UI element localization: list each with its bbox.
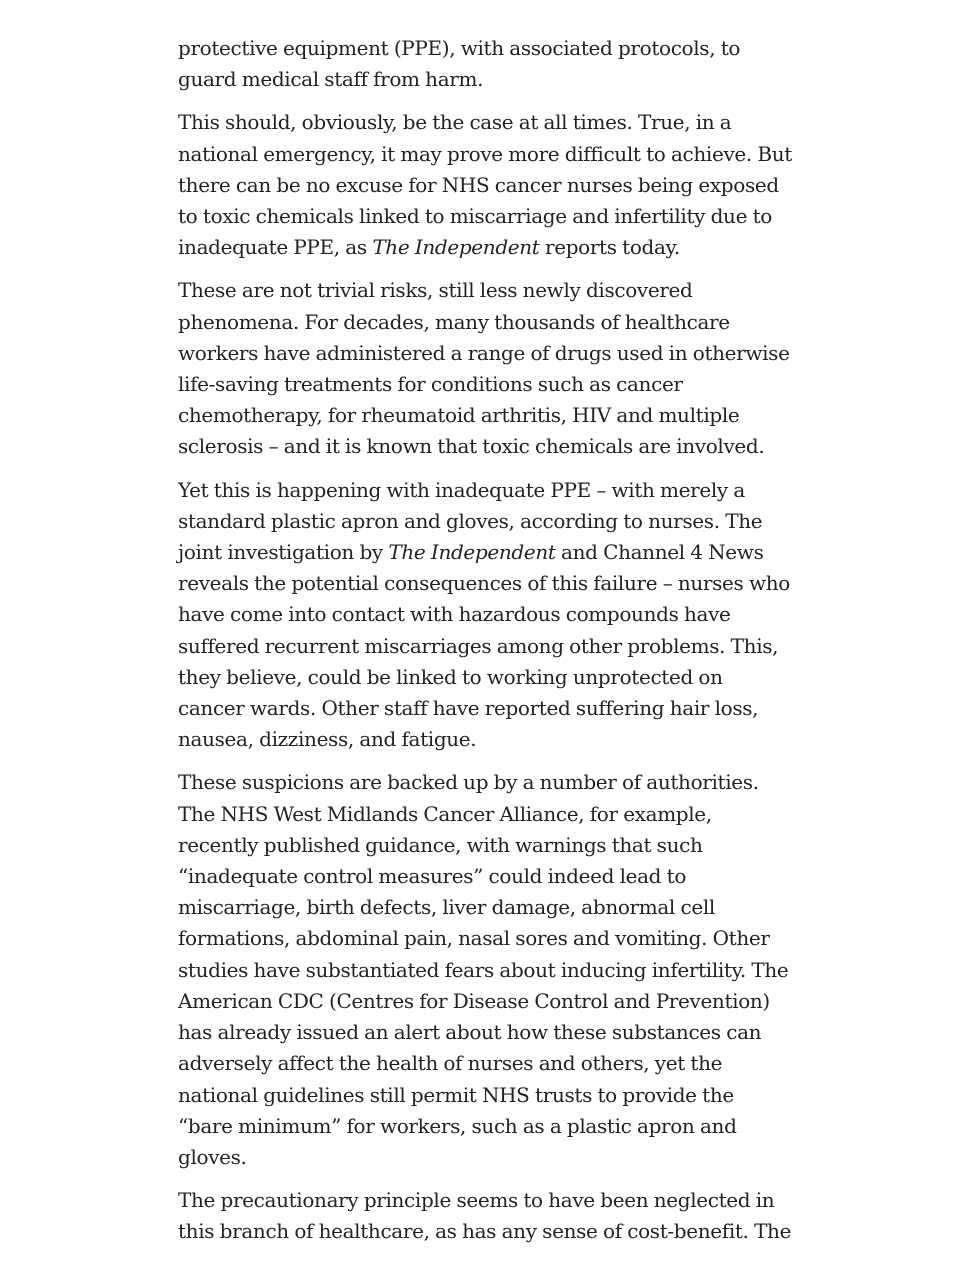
paragraph-6-text: The precautionary principle seems to have been neglected in this branch of healthcare, as has any sense of cost-benefit. The bbox=[178, 1188, 792, 1244]
paragraph-1-text: protective equipment (PPE), with associated protocols, to guard medical staff from harm. bbox=[178, 36, 741, 92]
paragraph-2 bbox=[178, 107, 793, 263]
paragraph-2-text-a: This should, obviously, be the case at all times. True, in a national emergency, it may prove more difficult to achieve. But there can be no excuse for NHS cancer nurses being exposed to toxic chemicals linked to miscarriage and infertility due to inadequate PPE, as bbox=[178, 110, 792, 260]
paragraph-6 bbox=[178, 1185, 793, 1247]
paragraph-4-text-b: and Channel 4 News reveals the potential consequences of this failure – nurses who have come into contact with hazardous compounds have suffered recurrent miscarriages among other problems. This, they believe, could be linked to working unprotected on cancer wards. Other staff have reported suffering hair loss, nausea, dizziness, and fatigue. bbox=[178, 540, 790, 752]
paragraph-5 bbox=[178, 767, 793, 1173]
article-body bbox=[178, 33, 793, 1260]
paragraph-1 bbox=[178, 33, 793, 95]
paragraph-3-text: These are not trivial risks, still less newly discovered phenomena. For decades, many thousands of healthcare workers have administered a range of drugs used in otherwise life-saving treatments for conditions such as cancer chemotherapy, for rheumatoid arthritis, HIV and multiple sclerosis – and it is known that toxic chemicals are involved. bbox=[178, 278, 790, 459]
publication-name: The Independent bbox=[372, 235, 540, 260]
paragraph-4-text-a: Yet this is happening with inadequate PPE – with merely a standard plastic apron and gloves, according to nurses. The joint investigation by bbox=[178, 477, 763, 565]
paragraph-5-text: These suspicions are backed up by a number of authorities. The NHS West Midlands Cancer Alliance, for example, recently published guidance, with warnings that such “inadequate control measures” could indeed lead to miscarriage, birth defects, liver damage, abnormal cell formations, abdominal pain, nasal sores and vomiting. Other studies have substantiated fears about inducing infertility. The American CDC (Centres for Disease Control and Prevention) has already issued an alert about how these substances can adversely affect the health of nurses and others, yet the national guidelines still permit NHS trusts to provide the “bare minimum” for workers, such as a plastic apron and gloves. bbox=[178, 770, 789, 1169]
publication-name: The Independent bbox=[388, 540, 556, 565]
paragraph-3 bbox=[178, 275, 793, 462]
paragraph-4 bbox=[178, 475, 793, 756]
paragraph-2-text-b: reports today. bbox=[539, 235, 680, 260]
